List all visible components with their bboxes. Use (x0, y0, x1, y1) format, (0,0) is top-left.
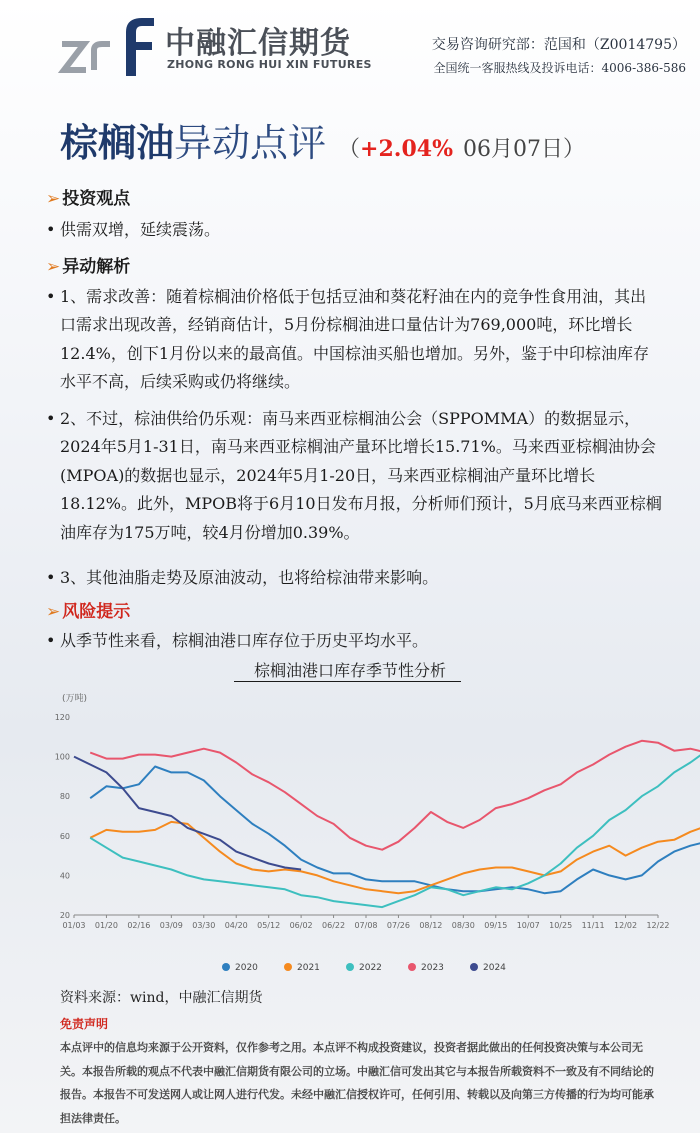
x-tick-label: 01/20 (94, 921, 118, 930)
title-sub: 异动点评 (174, 121, 327, 165)
x-tick-label: 08/12 (419, 921, 443, 930)
risk-bullet (46, 627, 662, 655)
x-tick-label: 07/08 (354, 921, 378, 930)
series-line-2024 (74, 757, 301, 870)
x-tick-label: 12/02 (614, 921, 638, 930)
bullet-icon: • (46, 631, 56, 650)
series-line-2021 (90, 822, 700, 893)
title-paren-open: （ (338, 137, 361, 162)
analysis-point-1 (46, 283, 662, 397)
x-tick-label: 06/22 (322, 921, 346, 930)
y-axis-unit: (万吨) (62, 694, 88, 704)
y-tick-label: 120 (54, 713, 70, 722)
y-tick-label: 80 (59, 792, 70, 802)
series-line-2022 (90, 745, 700, 907)
legend-label-2022: 2022 (359, 963, 382, 973)
x-tick-label: 05/12 (257, 921, 281, 930)
x-tick-label: 11/11 (581, 921, 605, 930)
analyst-contact: 交易咨询研究部：范国和（Z0014795） (431, 37, 686, 53)
analysis-text-1: 1、需求改善：随着棕榈油价格低于包括豆油和葵花籽油在内的竞争性食用油，其出口需求出现改善，经销商估计，5月份棕榈油进口量估计为769,000吨，环比增长12.4%，创下1月份以来的最高值。中国棕油买船也增加。另外，鉴于中印棕油库存水平不高，后续采购或仍将继续。 (60, 287, 650, 392)
arrow-icon: ➢ (46, 602, 61, 622)
x-tick-label: 10/07 (516, 921, 540, 930)
x-tick-label: 07/26 (386, 921, 410, 930)
x-tick-label: 12/22 (646, 921, 670, 930)
legend-label-2024: 2024 (483, 963, 506, 973)
analysis-point-2 (46, 405, 662, 547)
bullet-icon: • (46, 287, 56, 306)
legend-marker-2024 (470, 963, 478, 971)
legend-label-2021: 2021 (297, 963, 320, 973)
title-paren-close: ） (562, 137, 585, 162)
report-date: 06月07日 (462, 137, 563, 162)
analysis-text-3: 3、其他油脂走势及原油波动，也将给棕油带来影响。 (60, 568, 439, 587)
company-logo-icon (60, 12, 158, 80)
x-tick-label: 03/30 (192, 921, 216, 930)
x-tick-label: 03/09 (159, 921, 183, 930)
disclaimer-text: 本点评中的信息均来源于公开资料，仅作参考之用。本点评不构成投资建议，投资者据此做出的任何投资决策与本公司无关。本报告所载的观点不代表中融汇信期货有限公司的立场。中融汇信可发出其它与本报告所载资料不一致及有不同结论的报告。本报告不可发送网人或让网人进行代发。未经中融汇信授权许可，任何引用、转载以及向第三方传播的行为均可能承担法律责任。 (60, 1041, 654, 1125)
x-tick-label: 10/25 (549, 921, 573, 930)
legend-label-2023: 2023 (421, 963, 444, 973)
company-name-en: ZHONG RONG HUI XIN FUTURES (167, 58, 372, 71)
y-tick-label: 20 (59, 911, 70, 920)
arrow-icon: ➢ (46, 257, 61, 277)
arrow-icon: ➢ (46, 189, 61, 209)
report-header (0, 0, 700, 95)
section-heading-view: ➢ 投资观点 (46, 189, 131, 209)
legend-marker-2022 (346, 963, 354, 971)
x-tick-label: 01/03 (62, 921, 86, 930)
x-tick-label: 08/30 (451, 921, 475, 930)
bullet-icon: • (46, 568, 56, 587)
y-tick-label: 40 (59, 871, 70, 881)
analysis-point-3 (46, 564, 662, 592)
series-line-2023 (90, 741, 700, 850)
bullet-icon: • (46, 220, 56, 239)
report-title (60, 112, 585, 167)
risk-text: 从季节性来看，棕榈油港口库存位于历史平均水平。 (60, 631, 429, 650)
company-name-cn: 中融汇信期货 (165, 26, 351, 61)
x-tick-label: 04/20 (224, 921, 248, 930)
view-text: 供需双增，延续震荡。 (60, 220, 221, 239)
chart-title: 棕榈油港口库存季节性分析 (253, 661, 446, 680)
x-tick-label: 09/15 (484, 921, 508, 930)
y-tick-label: 60 (59, 831, 70, 841)
section-heading-analysis: ➢ 异动解析 (46, 257, 131, 277)
analysis-text-2: 2、不过，棕油供给仍乐观：南马来西亚棕榈油公会（SPPOMMA）的数据显示，2024年5月1-31日，南马来西亚棕榈油产量环比增长15.71%。马来西亚棕榈油协会(MPOA)的数据也显示，2024年5月1-20日，马来西亚棕榈油产量环比增长18.12%。此外，MPOB将于6月10日发布月报，分析师们预计，5月底马来西亚棕榈油库存为175万吨，较4月份增加0.39%。 (60, 409, 662, 542)
section-heading-risk: ➢ 风险提示 (46, 602, 131, 622)
data-source: 资料来源：wind，中融汇信期货 (60, 990, 263, 1006)
title-main: 棕榈油 (60, 120, 175, 165)
x-tick-label: 02/16 (127, 921, 151, 930)
disclaimer-title: 免责声明 (60, 1017, 109, 1031)
y-tick-label: 100 (54, 752, 70, 762)
bullet-icon: • (46, 409, 56, 428)
price-change: +2.04% (360, 136, 453, 162)
legend-marker-2023 (408, 963, 416, 971)
hotline-contact: 全国统一客服热线及投诉电话：4006-386-586 (433, 61, 686, 75)
legend-marker-2020 (222, 963, 230, 971)
legend-marker-2021 (284, 963, 292, 971)
legend-label-2020: 2020 (235, 963, 258, 973)
x-tick-label: 06/02 (289, 921, 313, 930)
view-bullet (46, 216, 662, 244)
inventory-seasonal-chart (54, 680, 670, 980)
